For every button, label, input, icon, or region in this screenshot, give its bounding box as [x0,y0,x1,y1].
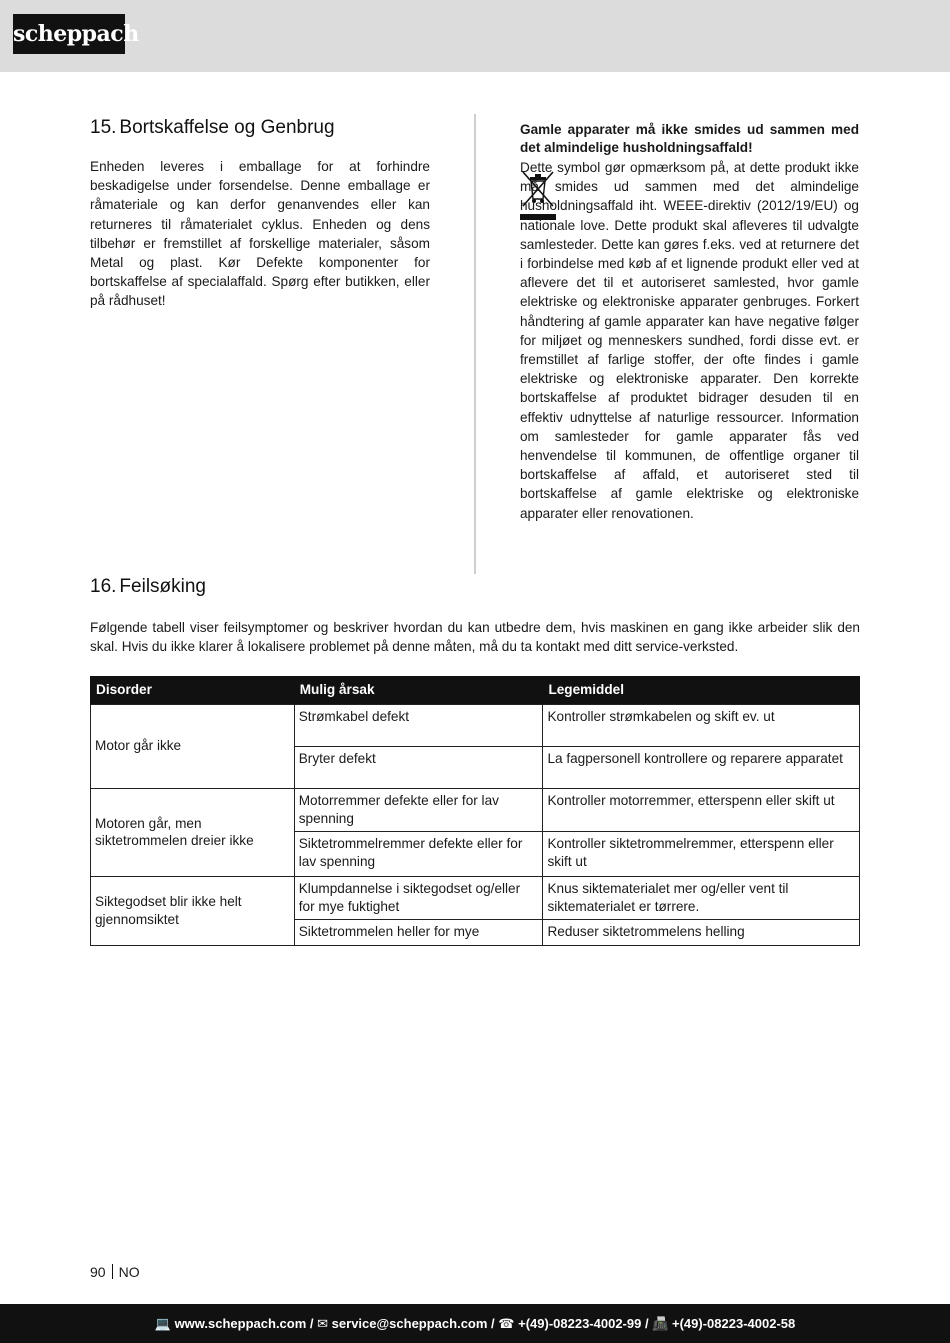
fax-number: +(49)-08223-4002-58 [672,1316,796,1331]
remedy-cell: Kontroller strømkabelen og skift ev. ut [543,705,860,747]
language-code: NO [118,1264,140,1280]
cause-cell: Bryter defekt [294,747,543,789]
computer-icon: 💻 [154,1316,171,1331]
cause-cell: Strømkabel defekt [294,705,543,747]
header-bar [0,0,950,72]
section-16-number: 16. [90,576,117,597]
section-16-intro: Følgende tabell viser feilsymptomer og beskriver hvordan du kan utbedre dem, hvis maskinen en gang ikke arbeider slik den skal. Hvis du ikke klarer å lokalisere problemet på denne måten, må du ta kontakt med ditt service-verksted. [90,620,860,655]
footer-separator [112,1264,113,1279]
table-row [91,877,860,920]
header-cause: Mulig årsak [294,676,543,705]
cause-cell: Siktetrommelremmer defekte eller for lav spenning [294,832,543,877]
mail-icon: ✉ [317,1316,329,1331]
cause-cell: Siktetrommelen heller for mye [294,920,543,946]
section-15-number: 15. [90,117,117,138]
table-row [91,705,860,747]
email-link[interactable]: service@scheppach.com [331,1316,488,1331]
scheppach-logo: scheppach [13,14,125,54]
website-link[interactable]: www.scheppach.com [174,1316,307,1331]
page-number: 90 [90,1264,106,1280]
disorder-cell: Motoren går, men siktetrommelen dreier ikke [91,789,295,877]
weee-notice-body: Dette symbol gør opmærksom på, at dette produkt ikke må smides ud sammen med det almindelige husholdningsaffald iht. WEEE-direktiv (2012/19/EU) og nationale love. Dette produkt skal afleveres til udvalgte samlesteder. Dette kan gøres f.eks. ved at returnere det i forbindelse med køb af et lignende produkt eller ved at aflevere det til et autoriseret samlested, hvor gamle elektriske og elektroniske apparater genbruges. Forkert håndtering af gamle apparater kan have negative følger for miljøet og menneskers sundhed, fordi disse evt. er fremstillet af farlige stoffer, der ofte findes i gamle elektriske og elektroniske apparater. Den korrekte bortskaffelse af produktet bidrager desuden til en effektiv udnyttelse af naturlige ressourcer. Information om samlesteder for gamle apparater fås ved henvendelse til kommunen, de offentlige organer til bortskaffelse af affald, et autoriseret sted til bortskaffelse af gamle elektriske og elektroniske apparater eller renovationen. [520,160,859,521]
troubleshooting-table [90,676,860,946]
page-footer [90,1264,140,1280]
remedy-cell: Kontroller siktetrommelremmer, etterspenn eller skift ut [543,832,860,877]
fax-icon: 📠 [652,1316,669,1331]
column-divider [474,114,476,574]
table-header-row [91,676,860,705]
remedy-cell: La fagpersonell kontrollere og reparere apparatet [543,747,860,789]
contact-separator: / [487,1316,499,1331]
table-row [91,789,860,832]
header-disorder: Disorder [91,676,295,705]
section-16-title: Feilsøking [119,576,206,597]
contact-separator: / [641,1316,653,1331]
remedy-cell: Reduser siktetrommelens helling [543,920,860,946]
cause-cell: Klumpdannelse i siktegodset og/eller for mye fuktighet [294,877,543,920]
contact-bar [0,1304,950,1343]
section-15-title: Bortskaffelse og Genbrug [119,117,335,138]
section-15-paragraph: Enheden leveres i emballage for at forhindre beskadigelse under forsendelse. Denne emballage er råmateriale og kan derfor genanvendes eller kan returneres til råmaterialet cyklus. Enheden og dens tilbehør er fremstillet af forskellige materialer, såsom Metal og plast. Kør Defekte komponenter for bortskaffelse af specialaffald. Spørg efter butikken, eller på rådhuset! [90,159,430,309]
cause-cell: Motorremmer defekte eller for lav spenning [294,789,543,832]
weee-notice-title: Gamle apparater må ikke smides ud sammen med det almindelige husholdningsaffald! [520,122,859,155]
phone-icon: ☎ [498,1316,515,1331]
disorder-cell: Siktegodset blir ikke helt gjennomsiktet [91,877,295,946]
section-15-heading [90,117,335,139]
header-remedy: Legemiddel [543,676,860,705]
section-16-heading [90,576,206,598]
remedy-cell: Kontroller motorremmer, etterspenn eller skift ut [543,789,860,832]
contact-separator: / [306,1316,318,1331]
phone-number: +(49)-08223-4002-99 [518,1316,642,1331]
remedy-cell: Knus siktematerialet mer og/eller vent til siktematerialet er tørrere. [543,877,860,920]
disorder-cell: Motor går ikke [91,705,295,789]
